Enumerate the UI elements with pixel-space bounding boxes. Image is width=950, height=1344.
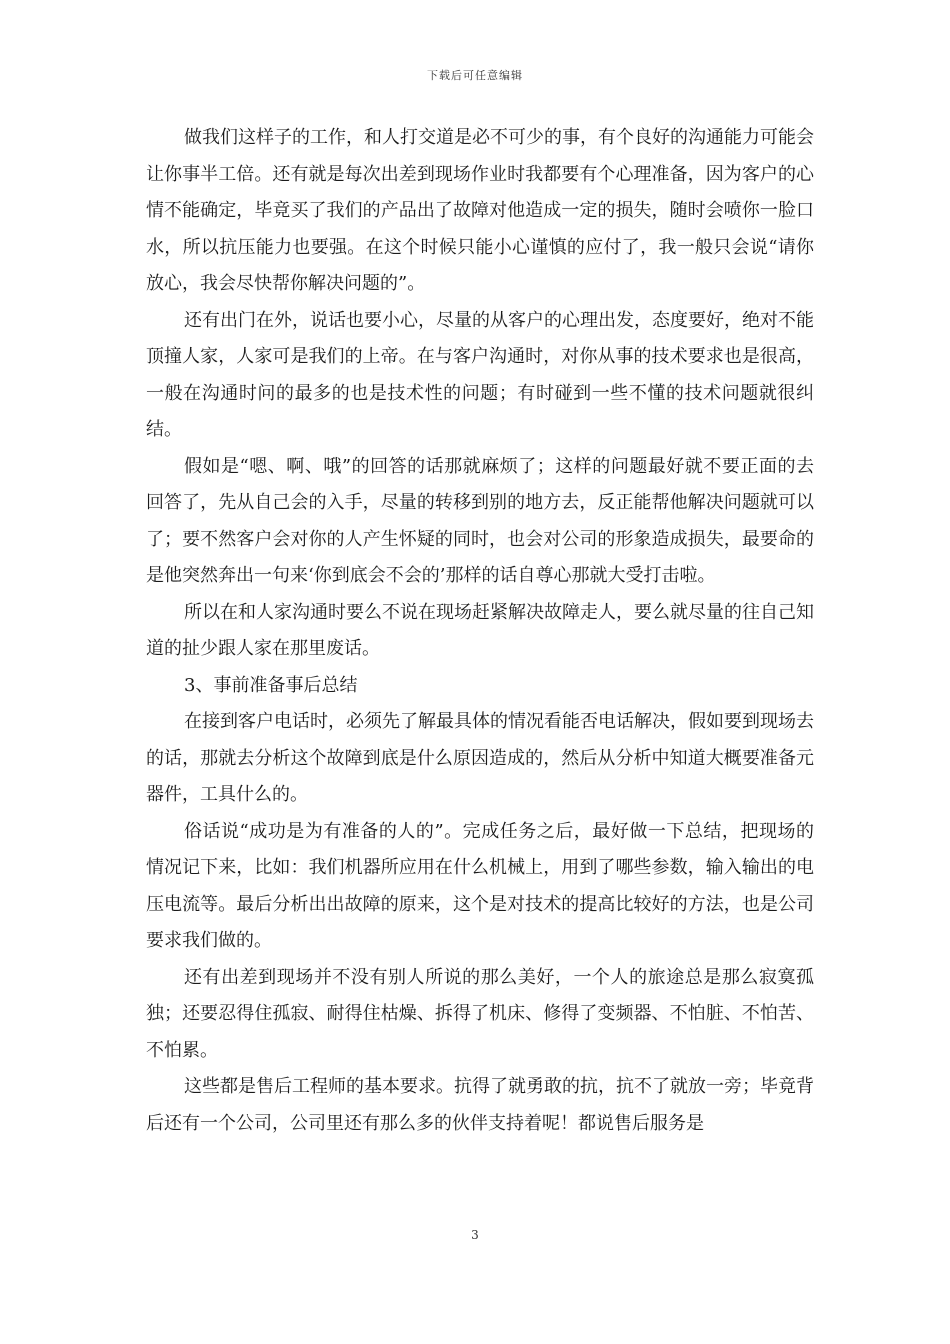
section-heading: 3、事前准备事后总结	[184, 674, 358, 696]
paragraph-summary: 俗话说“成功是为有准备的人的”。完成任务之后，最好做一下总结，把现场的情况记下来，比如：我们机器所应用在什么机械上，用到了哪些参数，输入输出的电压电流等。最后分析出出故障的原来，这个是对技术的提高比较好的方法，也是公司要求我们做的。	[146, 820, 814, 951]
page-number: 3	[471, 1228, 479, 1242]
paragraph-preparation: 在接到客户电话时，必须先了解最具体的情况看能否电话解决，假如要到现场去的话，那就去分析这个故障到底是什么原因造成的，然后从分析中知道大概要准备元器件，工具什么的。	[146, 711, 814, 805]
paragraph-requirements: 这些都是售后工程师的基本要求。抗得了就勇敢的抗，抗不了就放一旁；毕竟背后还有一个公司，公司里还有那么多的伙伴支持着呢！都说售后服务是	[146, 1076, 814, 1134]
paragraph-travel: 还有出差到现场并不没有别人所说的那么美好，一个人的旅途总是那么寂寞孤独；还要忍得住孤寂、耐得住枯燥、拆得了机床、修得了变频器、不怕脏、不怕苦、不怕累。	[146, 966, 814, 1061]
paragraph-conclusion: 所以在和人家沟通时要么不说在现场赶紧解决故障走人，要么就尽量的往自己知道的扯少跟人家在那里废话。	[146, 601, 814, 659]
paragraph-answering: 假如是“嗯、啊、哦”的回答的话那就麻烦了；这样的问题最好就不要正面的去回答了，先从自己会的入手，尽量的转移到别的地方去，反正能帮他解决问题就可以了；要不然客户会对你的人产生怀疑的同时，也会对公司的形象造成损失，最要命的是他突然奔出一句来‘你到底会不会的’那样的话自尊心那就大受打击啦。	[146, 455, 814, 586]
page-header: 下载后可任意编辑	[427, 69, 523, 82]
document-body	[146, 120, 814, 1142]
paragraph-speaking-carefully: 还有出门在外，说话也要小心，尽量的从客户的心理出发，态度要好，绝对不能顶撞人家，人家可是我们的上帝。在与客户沟通时，对你从事的技术要求也是很高，一般在沟通时问的最多的也是技术性的问题；有时碰到一些不懂的技术问题就很纠结。	[146, 309, 814, 440]
paragraph-communication: 做我们这样子的工作，和人打交道是必不可少的事，有个良好的沟通能力可能会让你事半工倍。还有就是每次出差到现场作业时我都要有个心理准备，因为客户的心情不能确定，毕竟买了我们的产品出了故障对他造成一定的损失，随时会喷你一脸口水，所以抗压能力也要强。在这个时候只能小心谨慎的应付了，我一般只会说“请你放心，我会尽快帮你解决问题的”。	[146, 127, 814, 294]
